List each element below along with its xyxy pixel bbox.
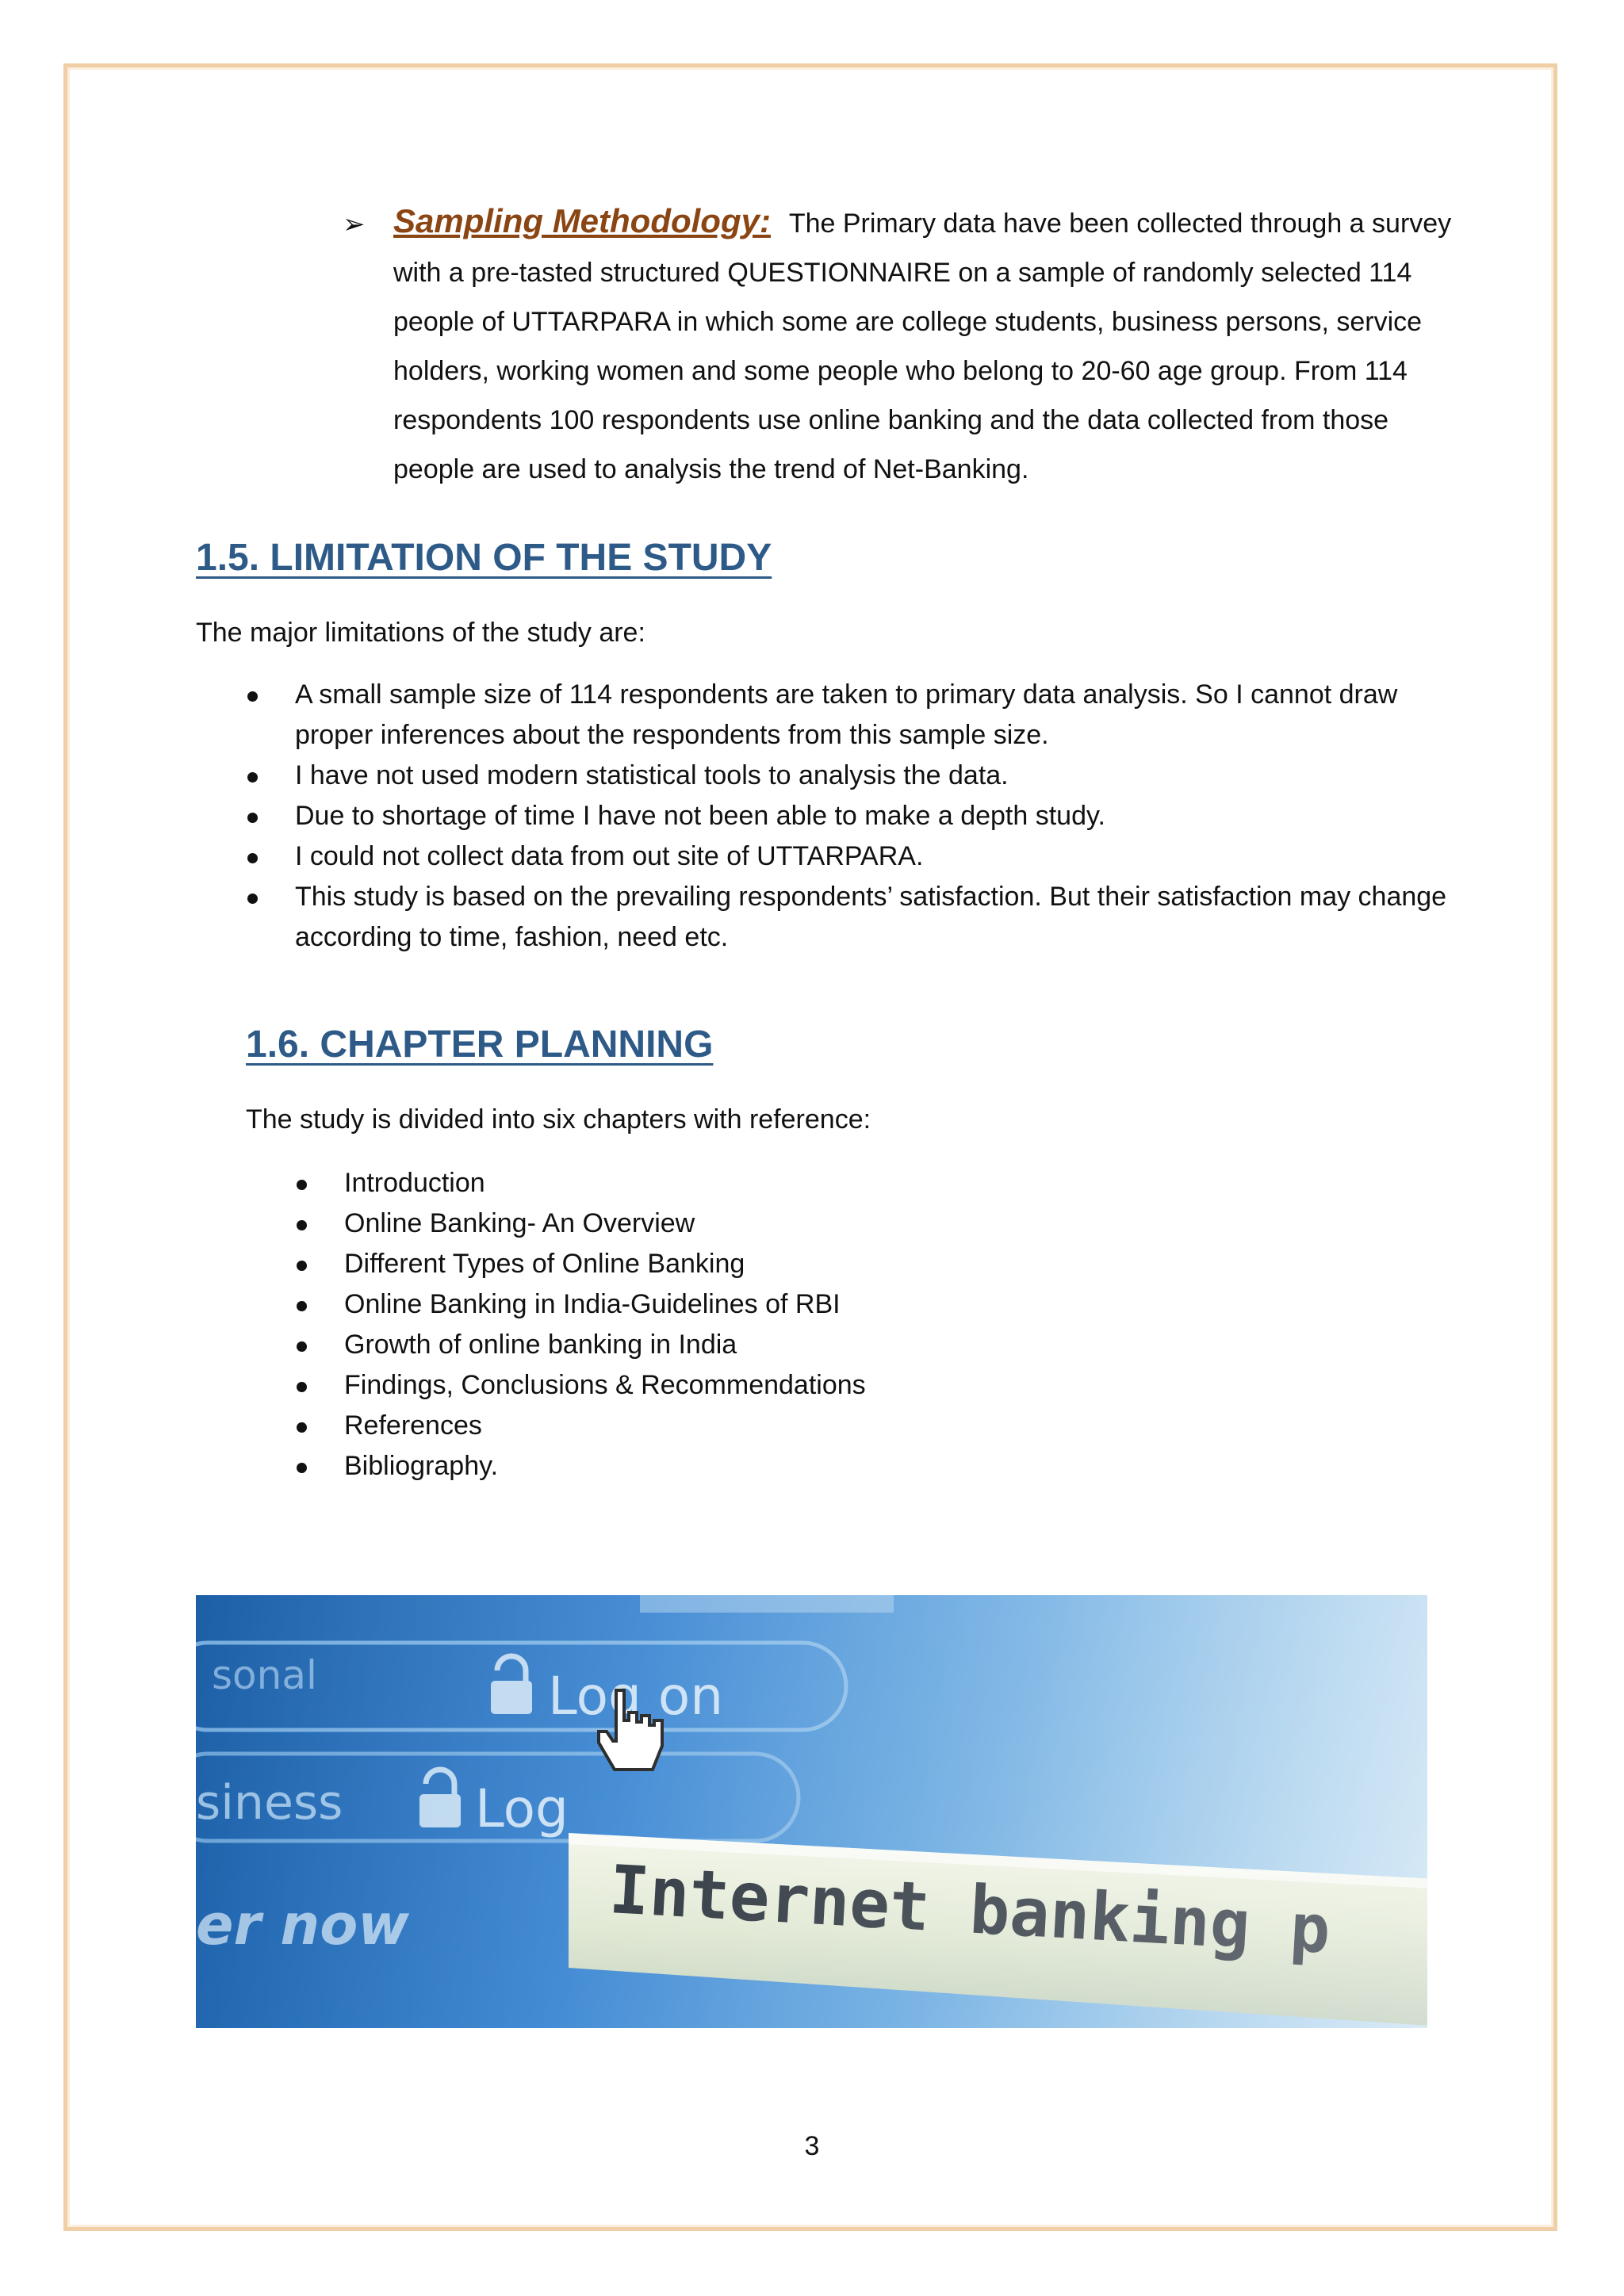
limitation-intro: The major limitations of the study are: xyxy=(196,618,645,648)
chapter-planning-heading: 1.6. CHAPTER PLANNING xyxy=(246,1024,714,1066)
list-item: I have not used modern statistical tools to analysis the data. xyxy=(295,756,1461,796)
list-item: Online Banking in India-Guidelines of RBI xyxy=(344,1284,1375,1325)
list-item: References xyxy=(344,1406,1375,1446)
list-item: Online Banking- An Overview xyxy=(344,1203,1375,1244)
sampling-heading: Sampling Methodology: xyxy=(393,202,771,239)
list-item: Growth of online banking in India xyxy=(344,1325,1375,1365)
limitation-heading: 1.5. LIMITATION OF THE STUDY xyxy=(196,537,772,579)
bullet-icon xyxy=(247,894,258,904)
bullet-icon xyxy=(297,1382,307,1392)
bullet-icon xyxy=(297,1301,307,1311)
list-item: Findings, Conclusions & Recommendations xyxy=(344,1365,1375,1406)
limitation-list xyxy=(295,675,1461,958)
bullet-icon xyxy=(247,691,258,702)
arrow-bullet-icon: ➢ xyxy=(343,209,366,239)
bullet-icon xyxy=(247,813,258,823)
bullet-icon xyxy=(297,1220,307,1230)
page-number: 3 xyxy=(804,2131,820,2161)
list-item: I could not collect data from out site of UTTARPARA. xyxy=(295,836,1461,877)
bullet-icon xyxy=(297,1463,307,1473)
chapter-planning-intro: The study is divided into six chapters with reference: xyxy=(246,1104,871,1135)
bullet-icon xyxy=(247,772,258,783)
banner-graphic xyxy=(196,1595,1427,2028)
bullet-icon xyxy=(297,1180,307,1190)
sampling-paragraph xyxy=(393,197,1453,494)
list-item: This study is based on the prevailing respondents’ satisfaction. But their satisfaction may change according to time, fashion, need etc. xyxy=(295,877,1461,958)
bullet-icon xyxy=(297,1261,307,1271)
sampling-body: The Primary data have been collected through a survey with a pre-tasted structured QUESTIONNAIRE on a sample of randomly selected 114 people of UTTARPARA in which some are college students, business persons, service holders, working women and some people who belong to 20-60 age group. From 114 respondents 100 respondents use online banking and the data collected from those people are used to analysis the trend of Net-Banking. xyxy=(393,209,1452,484)
bullet-icon xyxy=(297,1341,307,1352)
list-item: A small sample size of 114 respondents are taken to primary data analysis. So I cannot draw proper inferences about the respondents from this sample size. xyxy=(295,675,1461,756)
list-item: Due to shortage of time I have not been able to make a depth study. xyxy=(295,796,1461,836)
list-item: Introduction xyxy=(344,1163,1375,1203)
bullet-icon xyxy=(297,1422,307,1433)
internet-banking-image xyxy=(196,1595,1427,2028)
list-item: Bibliography. xyxy=(344,1446,1375,1487)
list-item: Different Types of Online Banking xyxy=(344,1244,1375,1284)
bullet-icon xyxy=(247,853,258,863)
chapter-list xyxy=(344,1163,1375,1487)
